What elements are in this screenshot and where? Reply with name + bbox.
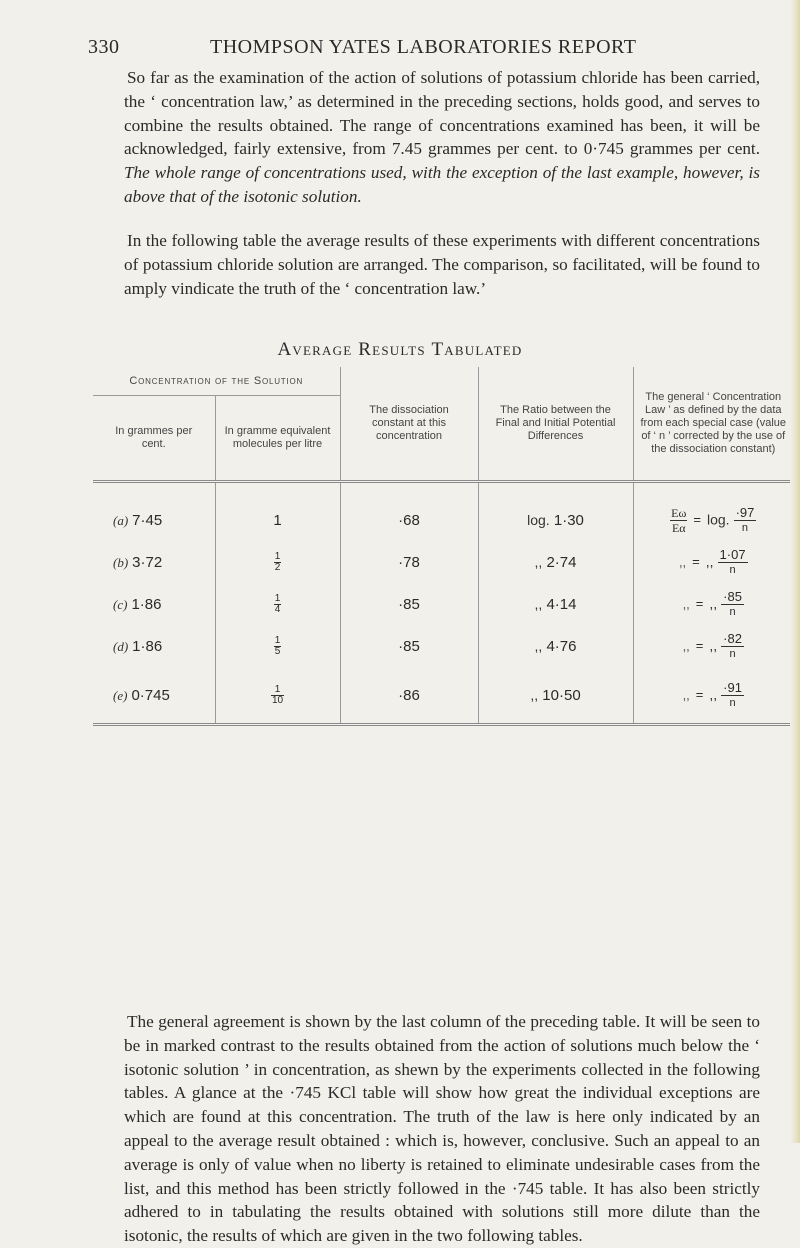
running-title: THOMPSON YATES LABORATORIES REPORT: [210, 36, 637, 58]
ratio-value: 4·14: [546, 595, 577, 613]
law-cell: [633, 583, 793, 625]
equiv-cell: [215, 583, 340, 625]
law-fraction: [734, 505, 757, 536]
ditto-mark: ,,: [682, 686, 690, 702]
row-label: (a): [113, 512, 129, 528]
dissociation-cell: [340, 541, 478, 583]
dissociation-cell: [340, 482, 478, 542]
ratio-value: 1·30: [553, 511, 584, 529]
equiv-den: 5: [274, 645, 281, 657]
grammes-per-cent-header: In grammes per cent.: [93, 396, 215, 482]
row-label: (d): [113, 638, 129, 654]
equiv-fraction: [274, 636, 282, 657]
ratio-cell: [478, 625, 633, 667]
ratio-value: 10·50: [542, 686, 581, 704]
law-fraction: [721, 631, 744, 662]
grammes-value: 1·86: [131, 595, 162, 613]
law-denominator: n: [729, 563, 736, 576]
law-fraction: [721, 589, 744, 620]
equiv-fraction: [274, 552, 282, 573]
ratio-prefix: ,,: [534, 553, 543, 570]
law-numerator: ·85: [723, 588, 742, 604]
equiv-num: 1: [274, 592, 281, 604]
equivalent-molecules-header: In gramme equivalent molecules per litre: [215, 396, 340, 482]
equiv-den: 2: [274, 561, 281, 573]
law-log: ,,: [709, 636, 718, 653]
grammes-cell: [93, 667, 215, 725]
ratio-prefix: log.: [527, 511, 550, 528]
law-log: log.: [706, 510, 730, 527]
ditto-mark: ,,: [682, 637, 690, 653]
law-numerator: ·82: [723, 630, 742, 646]
equiv-value: 1: [273, 511, 282, 529]
table-row: [93, 482, 793, 542]
results-table: [93, 367, 793, 726]
paragraph-3: The general agreement is shown by the last column of the preceding table. It will be seen to be in marked contrast to the results obtained from the action of solutions much below the ‘ isotonic solution ’ in concentration, as shewn by the experiments collected in the following tables. A glance at the ·745 KCl table will show how great the individual exceptions are which are found at this concentration. The truth of the law is here only indicated by an appeal to the average result obtained : which is, however, conclusive. Such an appeal to an average is only of value when no liberty is retained to eliminate undesirable cases from the list, and this method has been strictly followed in the ·745 table. It has also been strictly adhered to in tabulating the results obtained with solutions still more dilute than the isotonic, the results of which are given in the two following tables.: [124, 1012, 760, 1246]
ditto-mark: ,,: [678, 553, 687, 569]
table-title: Average Results Tabulated: [277, 339, 523, 360]
equiv-num: 1: [274, 634, 281, 646]
table-row: [93, 541, 793, 583]
equiv-fraction: [274, 594, 282, 615]
ratio-prefix: ,,: [530, 686, 539, 703]
equiv-num: 1: [271, 685, 284, 696]
grammes-value: 3·72: [132, 553, 163, 571]
equiv-cell: [215, 482, 340, 542]
dissociation-value: ·85: [398, 595, 420, 613]
row-label: (b): [113, 554, 129, 570]
paragraph-2: In the following table the average results of these experiments with different concentrations of potassium chloride solution are arranged. The comparison, so facilitated, will be found to amply vindicate the truth of the ‘ concentration law.’: [124, 231, 760, 298]
ratio-header: The Ratio between the Final and Initial Potential Differences: [478, 367, 633, 482]
ratio-prefix: ,,: [534, 637, 543, 654]
dissociation-value: ·68: [398, 511, 420, 529]
law-numerator: ·91: [723, 679, 742, 695]
page-number: 330: [88, 36, 120, 58]
equals-sign: =: [695, 637, 704, 653]
table-row: [93, 625, 793, 667]
equiv-cell: [215, 667, 340, 725]
law-log: ,,: [709, 685, 718, 702]
law-denominator: n: [729, 605, 736, 618]
page-edge: [790, 0, 800, 1143]
grammes-cell: [93, 482, 215, 542]
ratio-cell: [478, 667, 633, 725]
law-denominator: n: [729, 647, 736, 660]
law-log: ,,: [709, 594, 718, 611]
equiv-cell: [215, 625, 340, 667]
grammes-cell: [93, 541, 215, 583]
law-cell: [633, 482, 793, 542]
paragraph-1-text: So far as the examination of the action of solutions of potassium chloride has been carried, the ‘ concentration law,’ as determined in the preceding sections, holds good, and serves to combine the results obtained. The range of concentrations examined has been, it will be acknowledged, fairly extensive, from 7.45 grammes per cent. to 0·745 grammes per cent.: [124, 68, 760, 159]
law-numerator: ·97: [735, 504, 755, 520]
law-denominator: n: [729, 696, 736, 709]
ratio-cell: [478, 541, 633, 583]
law-cell: [633, 625, 793, 667]
grammes-cell: [93, 625, 215, 667]
row-label: (c): [113, 596, 128, 612]
equiv-cell: [215, 541, 340, 583]
potential-final: Eω: [671, 505, 687, 520]
table-row: [93, 583, 793, 625]
grammes-value: 7·45: [132, 511, 163, 529]
dissociation-value: ·78: [398, 553, 420, 571]
law-log: ,,: [705, 552, 714, 569]
ratio-prefix: ,,: [534, 595, 543, 612]
dissociation-cell: [340, 625, 478, 667]
equiv-den: 4: [274, 603, 281, 615]
equiv-den: 10: [271, 694, 284, 706]
potential-ratio-fraction: [670, 506, 687, 535]
row-label: (e): [113, 687, 128, 703]
equiv-fraction: [271, 685, 284, 706]
ratio-cell: [478, 482, 633, 542]
grammes-value: 1·86: [132, 637, 163, 655]
law-denominator: n: [741, 521, 749, 534]
grammes-cell: [93, 583, 215, 625]
law-fraction: [721, 680, 744, 711]
equals-sign: =: [692, 553, 700, 569]
ditto-mark: ,,: [682, 595, 690, 611]
equals-sign: =: [693, 511, 701, 527]
dissociation-value: ·85: [398, 637, 420, 655]
equals-sign: =: [695, 686, 704, 702]
law-numerator: 1·07: [719, 546, 746, 562]
law-fraction: [718, 547, 748, 578]
law-cell: [633, 541, 793, 583]
equals-sign: =: [695, 595, 704, 611]
dissociation-cell: [340, 583, 478, 625]
dissociation-cell: [340, 667, 478, 725]
ratio-cell: [478, 583, 633, 625]
grammes-value: 0·745: [131, 686, 170, 704]
law-cell: [633, 667, 793, 725]
ratio-value: 2·74: [546, 553, 577, 571]
potential-initial: Eα: [671, 520, 686, 535]
concentration-group-header: Concentration of the Solution: [129, 374, 304, 387]
paragraph-1: [124, 66, 760, 209]
ratio-value: 4·76: [546, 637, 577, 655]
paragraph-1-italic: The whole range of concentrations used, with the exception of the last example, however, is above that of the isotonic solution.: [124, 163, 760, 206]
equiv-num: 1: [274, 550, 281, 562]
dissociation-header: The dissociation constant at this concentration: [340, 367, 478, 482]
dissociation-value: ·86: [398, 686, 420, 704]
concentration-law-header: The general ‘ Concentration Law ’ as defined by the data from each special case (value of ‘ n ’ corrected by the use of the dissociation constant): [633, 367, 793, 482]
table-row: [93, 667, 793, 725]
